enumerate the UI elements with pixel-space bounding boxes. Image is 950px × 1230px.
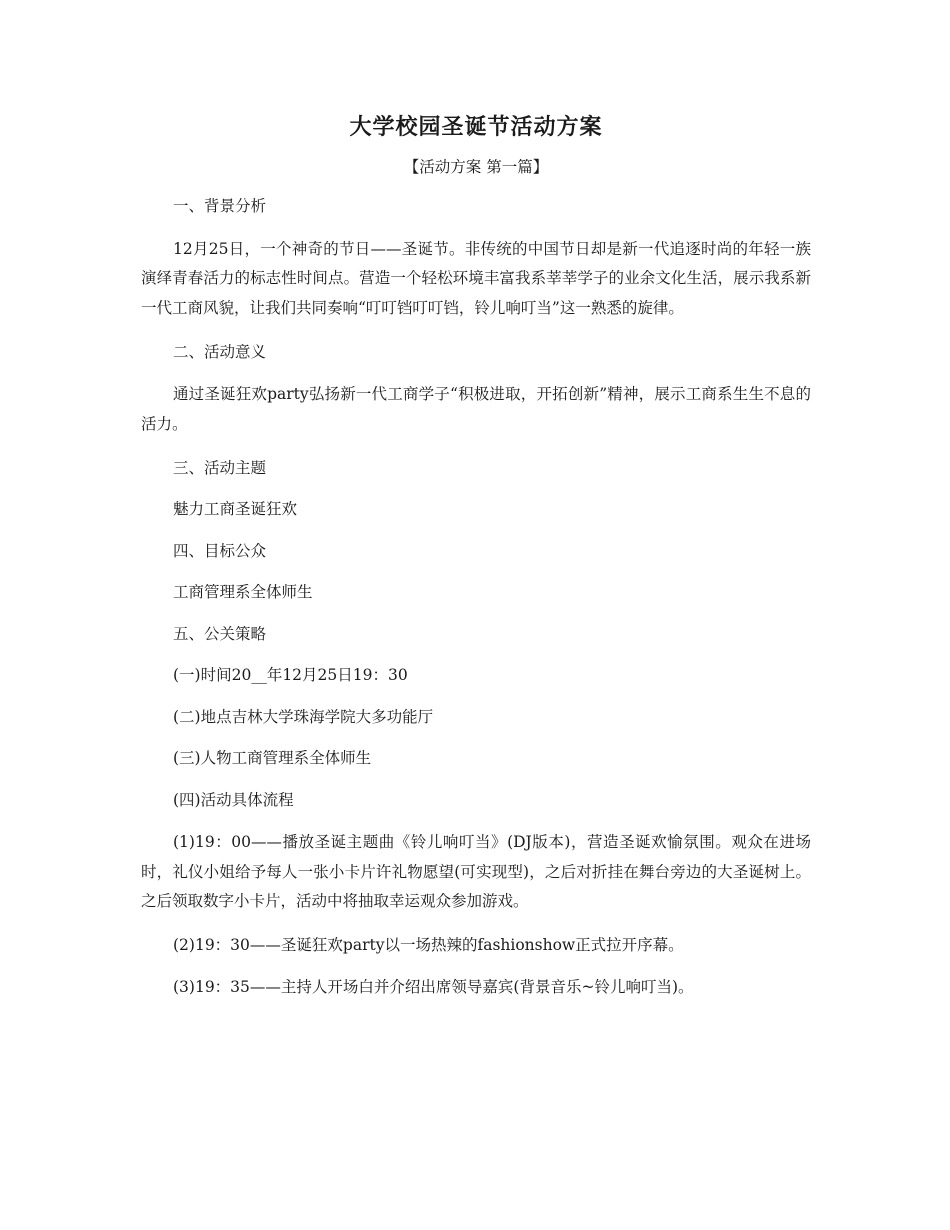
section-heading-significance: 二、活动意义 [173,342,267,361]
flow-item-3: (3)19：35——主持人开场白并介绍出席领导嘉宾(背景音乐~铃儿响叮当)。 [173,977,694,996]
section-heading-audience: 四、目标公众 [173,541,267,560]
section-body-audience: 工商管理系全体师生 [173,583,313,601]
flow-item-1: (1)19：00——播放圣诞主题曲《铃儿响叮当》(DJ版本)，营造圣诞欢愉氛围。观众在进场时，礼仪小姐给予每人一张小卡片许礼物愿望(可实现型)，之后对折挂在舞台旁边的大圣诞树上。之后领取数字小卡片，活动中将抽取幸运观众参加游戏。 [141,833,811,910]
strategy-place: (二)地点吉林大学珠海学院大多功能厅 [173,707,434,726]
section-heading-theme: 三、活动主题 [173,458,267,477]
section-heading-strategy: 五、公关策略 [173,624,267,643]
section-body-background: 12月25日，一个神奇的节日——圣诞节。非传统的中国节日却是新一代追逐时尚的年轻一族演绎青春活力的标志性时间点。营造一个轻松环境丰富我系莘莘学子的业余文化生活，展示我系新一代工商风貌，让我们共同奏响“叮叮铛叮叮铛，铃儿响叮当”这一熟悉的旋律。 [141,239,811,317]
flow-item-2: (2)19：30——圣诞狂欢party以一场热辣的fashionshow正式拉开序幕。 [173,936,684,954]
document-title: 大学校园圣诞节活动方案 [349,115,603,140]
strategy-people: (三)人物工商管理系全体师生 [173,749,372,767]
section-body-significance: 通过圣诞狂欢party弘扬新一代工商学子“积极进取，开拓创新”精神，展示工商系生生不息的活力。 [141,385,811,433]
section-body-theme: 魅力工商圣诞狂欢 [173,500,298,518]
strategy-flow-heading: (四)活动具体流程 [173,790,294,809]
document-body [141,112,811,1015]
document-subtitle: 【活动方案 第一篇】 [403,158,549,176]
section-heading-background: 一、背景分析 [173,197,267,215]
strategy-time: (一)时间20__年12月25日19：30 [173,666,408,684]
